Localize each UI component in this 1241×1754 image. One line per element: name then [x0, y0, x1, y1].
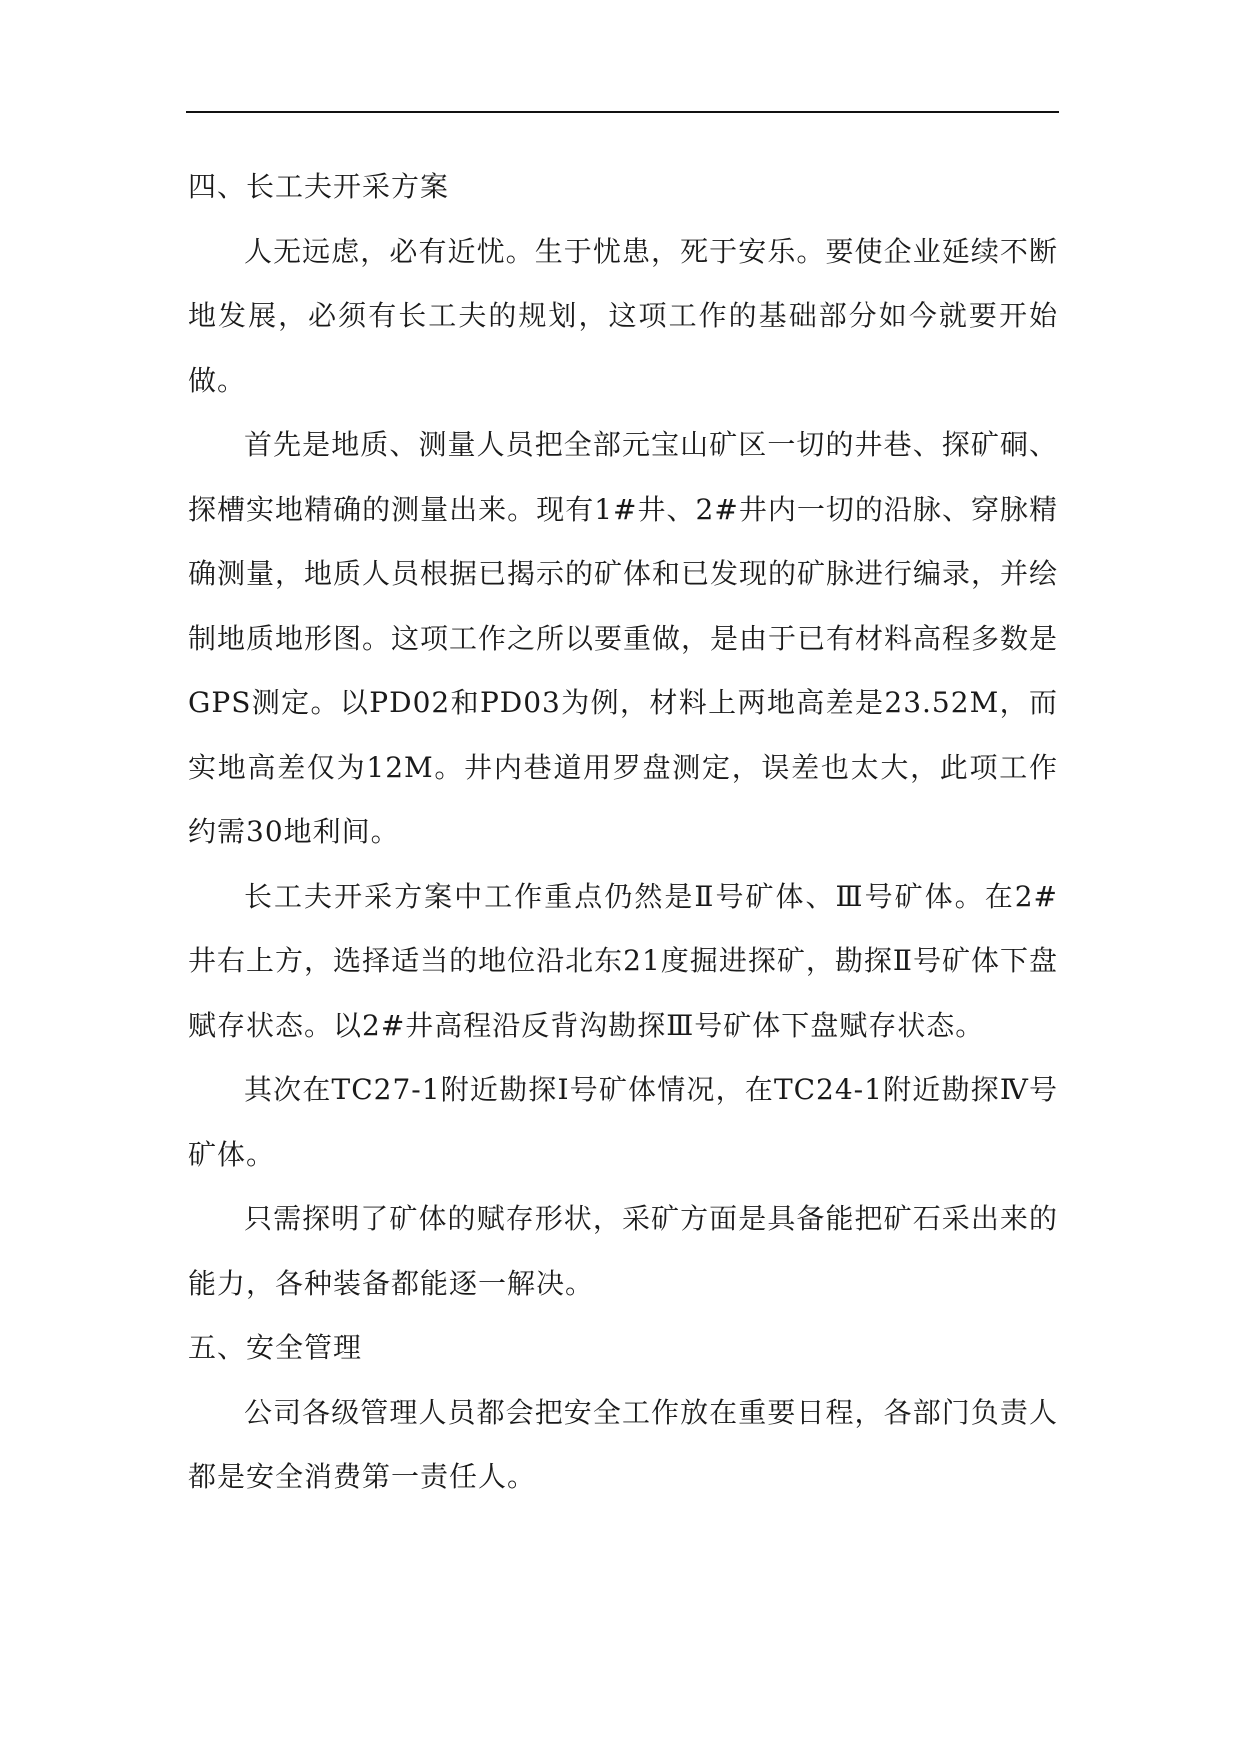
paragraph: 长工夫开采方案中工作重点仍然是Ⅱ号矿体、Ⅲ号矿体。在2#井右上方，选择适当的地位沿北东21度掘进探矿，勘探Ⅱ号矿体下盘赋存状态。以2#井高程沿反背沟勘探Ⅲ号矿体下盘赋存状态。 — [188, 879, 1058, 1042]
section-heading-5: 五、安全管理 — [188, 1331, 363, 1364]
paragraph: 首先是地质、测量人员把全部元宝山矿区一切的井巷、探矿硐、探槽实地精确的测量出来。现有1#井、2#井内一切的沿脉、穿脉精确测量，地质人员根据已揭示的矿体和已发现的矿脉进行编录，并绘制地质地形图。这项工作之所以要重做，是由于已有材料高程多数是GPS测定。以PD02和PD03为例，材料上两地高差是23.52M，而实地高差仅为12M。井内巷道用罗盘测定，误差也太大，此项工作约需30地利间。 — [188, 428, 1059, 848]
header-rule — [186, 111, 1059, 113]
section-heading-4: 四、长工夫开采方案 — [188, 170, 450, 203]
paragraph: 只需探明了矿体的赋存形状，采矿方面是具备能把矿石采出来的能力，各种装备都能逐一解决。 — [188, 1202, 1058, 1300]
document-body — [188, 155, 1058, 1510]
paragraph: 其次在TC27-1附近勘探Ⅰ号矿体情况，在TC24-1附近勘探Ⅳ号矿体。 — [188, 1073, 1058, 1171]
paragraph: 人无远虑，必有近忧。生于忧患，死于安乐。要使企业延续不断地发展，必须有长工夫的规划，这项工作的基础部分如今就要开始做。 — [188, 234, 1058, 397]
paragraph: 公司各级管理人员都会把安全工作放在重要日程，各部门负责人都是安全消费第一责任人。 — [188, 1395, 1058, 1493]
